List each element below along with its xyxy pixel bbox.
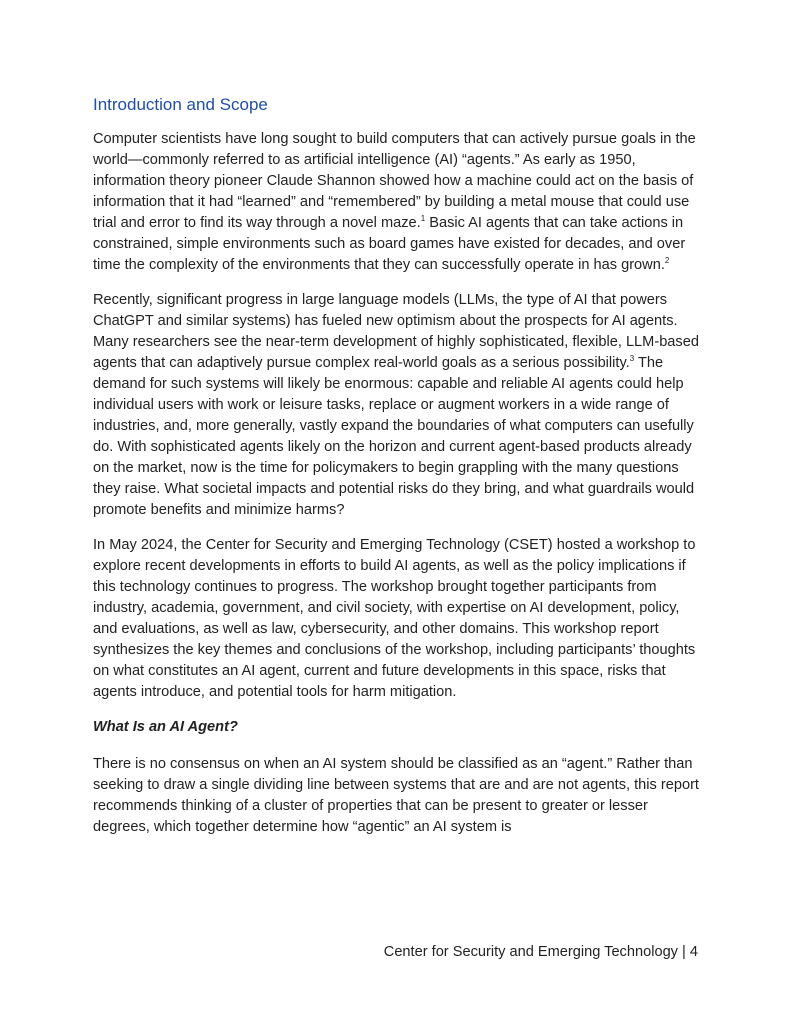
page-content [93, 93, 699, 852]
paragraph-1-text-a: Computer scientists have long sought to build computers that can actively pursue goals in the world—commonly referred to as artificial intelligence (AI) “agents.” As early as 1950, information theory pioneer Claude Shannon showed how a machine could act on the basis of information that it had “learned” and “remembered” by building a metal mouse that could use trial and error to find its way through a novel maze. [93, 131, 696, 231]
paragraph-1 [93, 129, 699, 276]
footnote-ref-1[interactable]: 1 [420, 214, 426, 224]
page-footer: Center for Security and Emerging Technology | 4 [383, 944, 698, 960]
paragraph-2-text-a: Recently, significant progress in large language models (LLMs, the type of AI that powers ChatGPT and similar systems) has fueled new optimism about the prospects for AI agents. Many researchers see the near-term development of highly sophisticated, flexible, LLM-based agents that can adaptively pursue complex real-world goals as a serious possibility. [93, 292, 699, 371]
footnote-ref-3[interactable]: 3 [629, 354, 635, 364]
subheading-what-is-ai-agent: What Is an AI Agent? [93, 719, 238, 735]
paragraph-4: There is no consensus on when an AI system should be classified as an “agent.” Rather than seeking to draw a single dividing line between systems that are and are not agents, this report recommends thinking of a cluster of properties that can be present to greater or lesser degrees, which together determine how “agentic” an AI system is [93, 756, 699, 835]
paragraph-2 [93, 290, 699, 521]
section-title: Introduction and Scope [93, 95, 268, 114]
paragraph-3: In May 2024, the Center for Security and Emerging Technology (CSET) hosted a workshop to explore recent developments in efforts to build AI agents, as well as the policy implications if this technology continues to progress. The workshop brought together participants from industry, academia, government, and civil society, with expertise on AI development, policy, and evaluations, as well as law, cybersecurity, and other domains. This workshop report synthesizes the key themes and conclusions of the workshop, including participants’ thoughts on what constitutes an AI agent, current and future developments in this space, risks that agents introduce, and potential tools for harm mitigation. [93, 537, 696, 700]
footnote-ref-2[interactable]: 2 [664, 256, 670, 266]
paragraph-2-text-b: The demand for such systems will likely be enormous: capable and reliable AI agents could help individual users with work or leisure tasks, replace or augment workers in a wide range of industries, and, more generally, vastly expand the boundaries of what computers can usefully do. With sophisticated agents likely on the horizon and current agent-based products already on the market, now is the time for policymakers to begin grappling with the many questions they raise. What societal impacts and potential risks do they bring, and what guardrails would promote benefits and minimize harms? [93, 355, 695, 518]
paragraph-1-text-b: Basic AI agents that can take actions in constrained, simple environments such as board games have existed for decades, and over time the complexity of the environments that they can successfully operate in has grown. [93, 215, 686, 273]
